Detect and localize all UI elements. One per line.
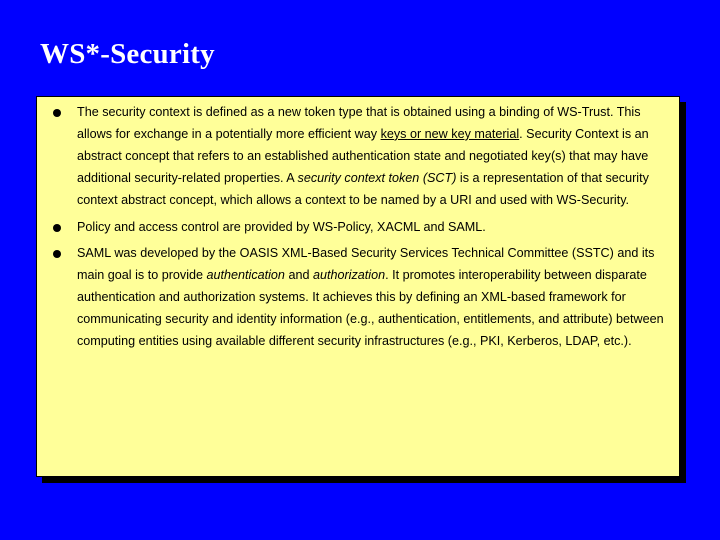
bullet-text: [77, 220, 486, 234]
bullet-item-saml: [51, 243, 665, 353]
bullet-list: [51, 102, 665, 353]
slide-title: WS*-Security: [40, 38, 215, 70]
text-segment: . It promotes interoperability between disparate authentication and authorization systems. It achieves this by defining an XML-based framework for communicating security and identity information (e.g., authentication, entitlements, and attribute) between computing entities using available different security infrastructures (e.g., PKI, Kerberos, LDAP, etc.).: [77, 268, 664, 349]
bullet-dot-icon: [53, 224, 61, 232]
bullet-dot-icon: [53, 250, 61, 258]
text-segment: Policy and access control are provided by WS-Policy, XACML and SAML.: [77, 219, 486, 234]
bullet-item-security-context: [51, 102, 665, 212]
italic-text: authorization: [312, 268, 386, 283]
italic-text: authentication: [206, 268, 285, 283]
text-segment: SAML was developed by the OASIS XML-Based Security Services Technical Committee (SSTC) and its main goal is to provide: [77, 246, 655, 283]
bullet-text: [77, 246, 664, 348]
underlined-text: keys or new key material: [380, 126, 520, 141]
bullet-item-policy: [51, 217, 665, 239]
bullet-dot-icon: [53, 109, 61, 117]
text-segment: The security context is defined as a new token type that is obtained using a binding of WS-Trust. This allows for exchange in a potentially more efficient way: [77, 105, 641, 141]
italic-text: security context token (SCT): [297, 170, 457, 185]
text-segment: . Security Context is an abstract concept that refers to an established authentication state and negotiated key(s) that may have additional security-related properties. A: [77, 126, 649, 185]
bullet-text: [77, 105, 649, 207]
text-segment: and: [284, 268, 313, 283]
text-segment: is a representation of that security context abstract concept, which allows a context to be named by a URI and used with WS-Security.: [77, 170, 649, 207]
content-box: [36, 96, 680, 477]
